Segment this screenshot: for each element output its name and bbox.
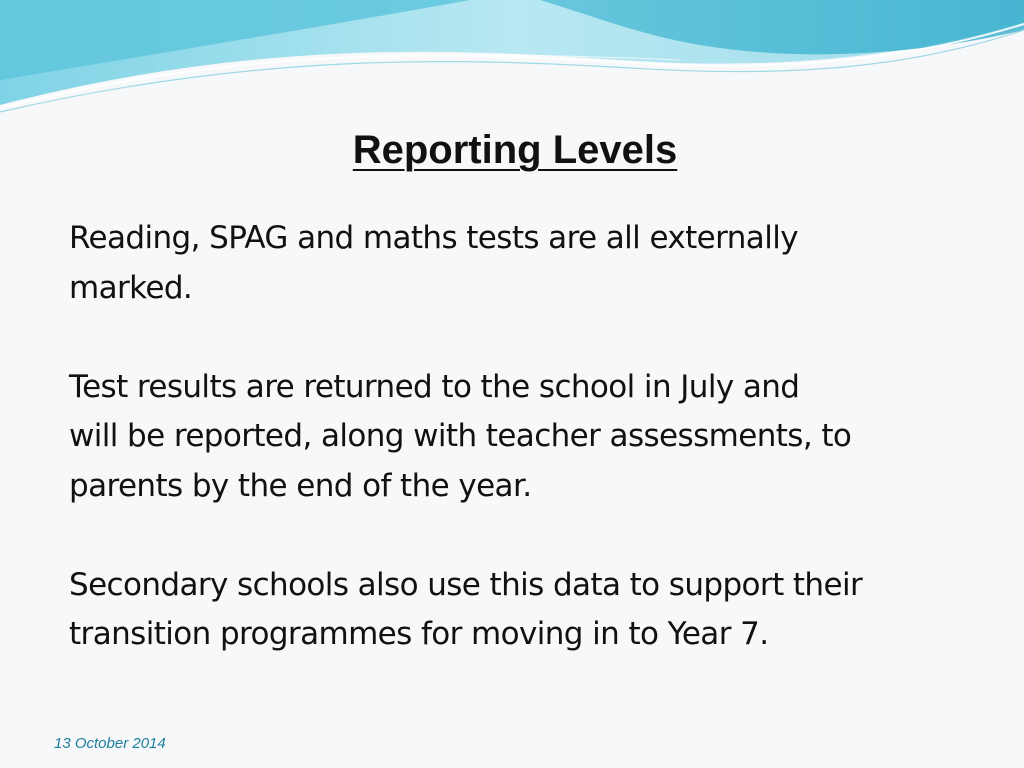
paragraph-line: Test results are returned to the school in July and: [69, 368, 800, 405]
header-wave-decoration: [0, 0, 1024, 120]
paragraph-secondary-schools: [69, 561, 969, 660]
paragraph-line: transition programmes for moving in to Year 7.: [69, 616, 769, 652]
paragraph-line: Secondary schools also use this data to support their: [69, 566, 863, 603]
slide-title-text: Reporting Levels: [352, 128, 678, 172]
slide-date: 13 October 2014: [54, 735, 166, 752]
paragraph-line: will be reported, along with teacher assessments, to: [69, 418, 852, 454]
paragraph-line: marked.: [69, 269, 193, 306]
paragraph-line: parents by the end of the year.: [69, 467, 532, 504]
slide-body: [69, 214, 969, 709]
paragraph-line: Reading, SPAG and maths tests are all externally: [69, 220, 798, 256]
paragraph-external-marking: [69, 214, 969, 313]
paragraph-test-results: [69, 363, 969, 512]
slide-title: [0, 128, 1024, 173]
